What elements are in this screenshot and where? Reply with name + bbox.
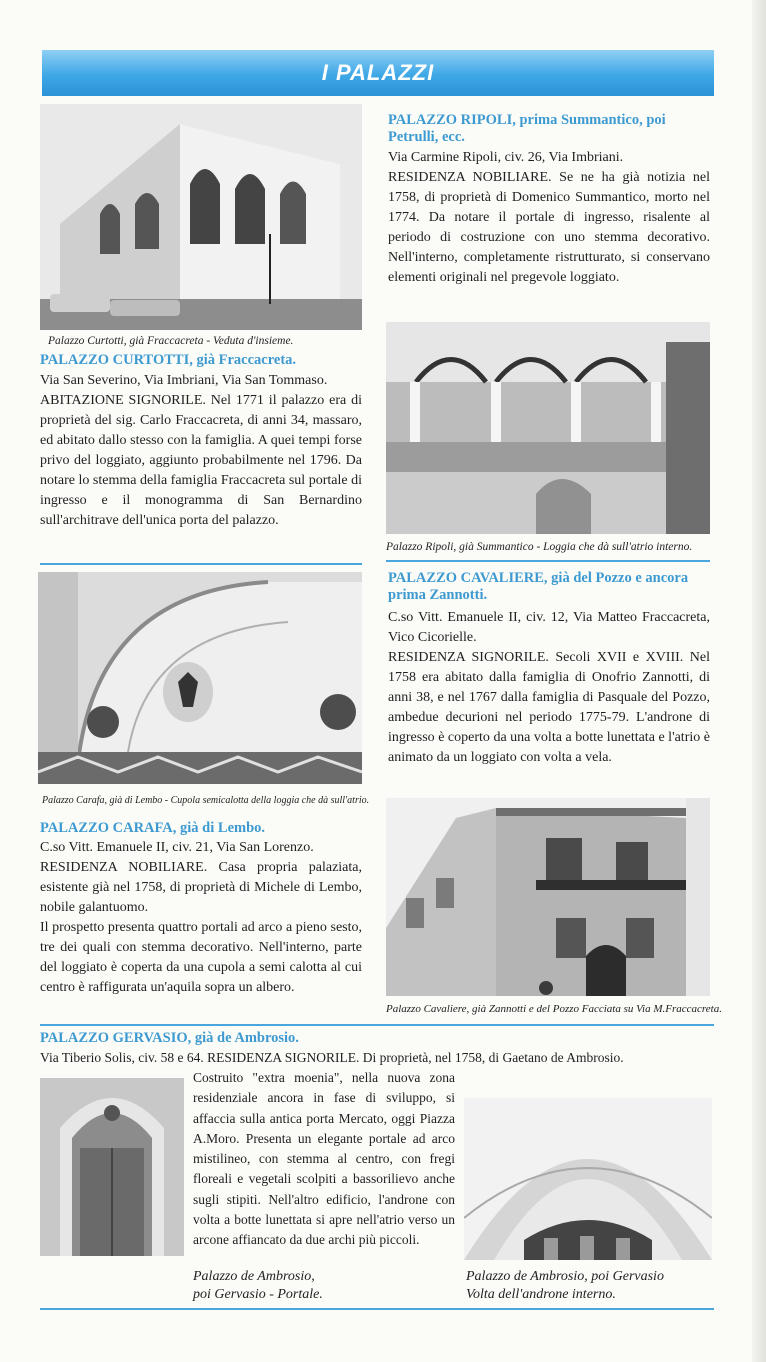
photo-ripoli (386, 322, 710, 534)
address-ripoli: Via Carmine Ripoli, civ. 26, Via Imbriani. (388, 150, 624, 165)
heading-curtotti: PALAZZO CURTOTTI, già Fraccacreta. (40, 352, 297, 368)
photo-carafa (38, 572, 362, 784)
divider-left (40, 563, 362, 565)
caption-curtotti: Palazzo Curtotti, già Fraccacreta - Veduta d'insieme. (48, 335, 294, 347)
text-cavaliere (388, 608, 710, 768)
description-gervasio: Costruito "extra moenia", nella nuova zona residenziale ancora in fase di sviluppo, si affaccia sulla antica porta Mercato, oggi Piazza A.Moro. Presenta un elegante portale ad arco mistilineo, con stemma al centro, con fregi floreali e vegetali scolpiti a bassorilievo anche sugli stipiti. Nell'altro edificio, l'androne con volta a botte lunettata si apre nell'atrio verso un arcone affiancato da due archi più piccoli. (193, 1070, 455, 1248)
caption-gervasio-right-line2: Volta dell'androne interno. (466, 1287, 616, 1302)
divider-bottom (40, 1308, 714, 1310)
description-ripoli: RESIDENZA NOBILIARE. Se ne ha già notizia nel 1758, di proprietà di Domenico Summantico, morto nel 1774. Da notare il portale di ingresso, risalente al periodo di costruzione con uno stemma decorativo. Nell'interno, completamente ristrutturato, si conservano elementi originali nel pregevole loggiato. (388, 170, 710, 285)
page-edge (752, 0, 766, 1362)
caption-gervasio-right-line1: Palazzo de Ambrosio, poi Gervasio (466, 1269, 664, 1284)
heading-carafa: PALAZZO CARAFA, già di Lembo. (40, 820, 266, 836)
description-curtotti: ABITAZIONE SIGNORILE. Nel 1771 il palazzo era di proprietà del sig. Carlo Fraccacreta, di anni 34, massaro, ed abitato dallo stesso con la famiglia. A quei tempi forse privo del loggiato, aggiunto probabilmente nel 1796. Da notare lo stemma della famiglia Fraccacreta sul portale di ingresso e il monogramma di San Bernardino sull'architrave dell'unica porta del palazzo. (40, 393, 362, 528)
heading-cavaliere: PALAZZO CAVALIERE, già del Pozzo e ancora prima Zannotti. (388, 570, 689, 603)
address-gervasio: Via Tiberio Solis, civ. 58 e 64. RESIDENZA SIGNORILE. Di proprietà, nel 1758, di Gaetano de Ambrosio. (40, 1050, 624, 1065)
caption-cavaliere: Palazzo Cavaliere, già Zannotti e del Pozzo Facciata su Via M.Fraccacreta. (386, 1003, 722, 1015)
text-curtotti (40, 371, 362, 531)
banner-title: I PALAZZI (321, 60, 435, 85)
address-cavaliere: C.so Vitt. Emanuele II, civ. 12, Via Matteo Fraccacreta, Vico Cicorielle. (388, 610, 710, 645)
text-ripoli (388, 148, 710, 288)
caption-gervasio-left-line2: poi Gervasio - Portale. (193, 1287, 323, 1302)
caption-ripoli: Palazzo Ripoli, già Summantico - Loggia che dà sull'atrio interno. (386, 541, 693, 553)
description-cavaliere: RESIDENZA SIGNORILE. Secoli XVII e XVIII. Nel 1758 era abitato dalla famiglia di Onofrio Zannotti, di anni 38, e nel 1767 dalla famiglia di Pasquale del Pozzo, ambedue decurioni nel periodo 1775-79. L'androne di ingresso è coperto da una volta a botte lunettata e l'atrio è animato da un loggiato con volta a vela. (388, 650, 710, 765)
photo-gervasio-portale (40, 1078, 184, 1256)
address-carafa: C.so Vitt. Emanuele II, civ. 21, Via San Lorenzo. (40, 840, 314, 855)
caption-gervasio-left (193, 1268, 393, 1304)
divider-gervasio (40, 1024, 714, 1026)
heading-ripoli: PALAZZO RIPOLI, prima Summantico, poi Petrulli, ecc. (388, 112, 666, 145)
heading-gervasio: PALAZZO GERVASIO, già de Ambrosio. (40, 1030, 299, 1046)
photo-curtotti (40, 104, 362, 330)
section-banner (42, 50, 714, 96)
photo-cavaliere (386, 798, 710, 996)
description-carafa-2: Il prospetto presenta quattro portali ad arco a pieno sesto, tre dei quali con stemma decorativo. Nell'interno, parte del loggiato è coperta da una cupola a semi calotta al cui centro è raffigurata un'aquila sopra un albero. (40, 920, 362, 995)
description-carafa-1: RESIDENZA NOBILIARE. Casa propria palaziata, esistente già nel 1758, di proprietà di Michele di Lembo, nobile galantuomo. (40, 860, 362, 915)
caption-carafa: Palazzo Carafa, già di Lembo - Cupola semicalotta della loggia che dà sull'atrio. (42, 795, 370, 806)
address-curtotti: Via San Severino, Via Imbriani, Via San Tommaso. (40, 373, 328, 388)
photo-gervasio-volta (464, 1098, 712, 1260)
caption-gervasio-right (466, 1268, 716, 1304)
divider-right (386, 560, 710, 562)
caption-gervasio-left-line1: Palazzo de Ambrosio, (193, 1269, 315, 1284)
text-carafa (40, 838, 362, 998)
